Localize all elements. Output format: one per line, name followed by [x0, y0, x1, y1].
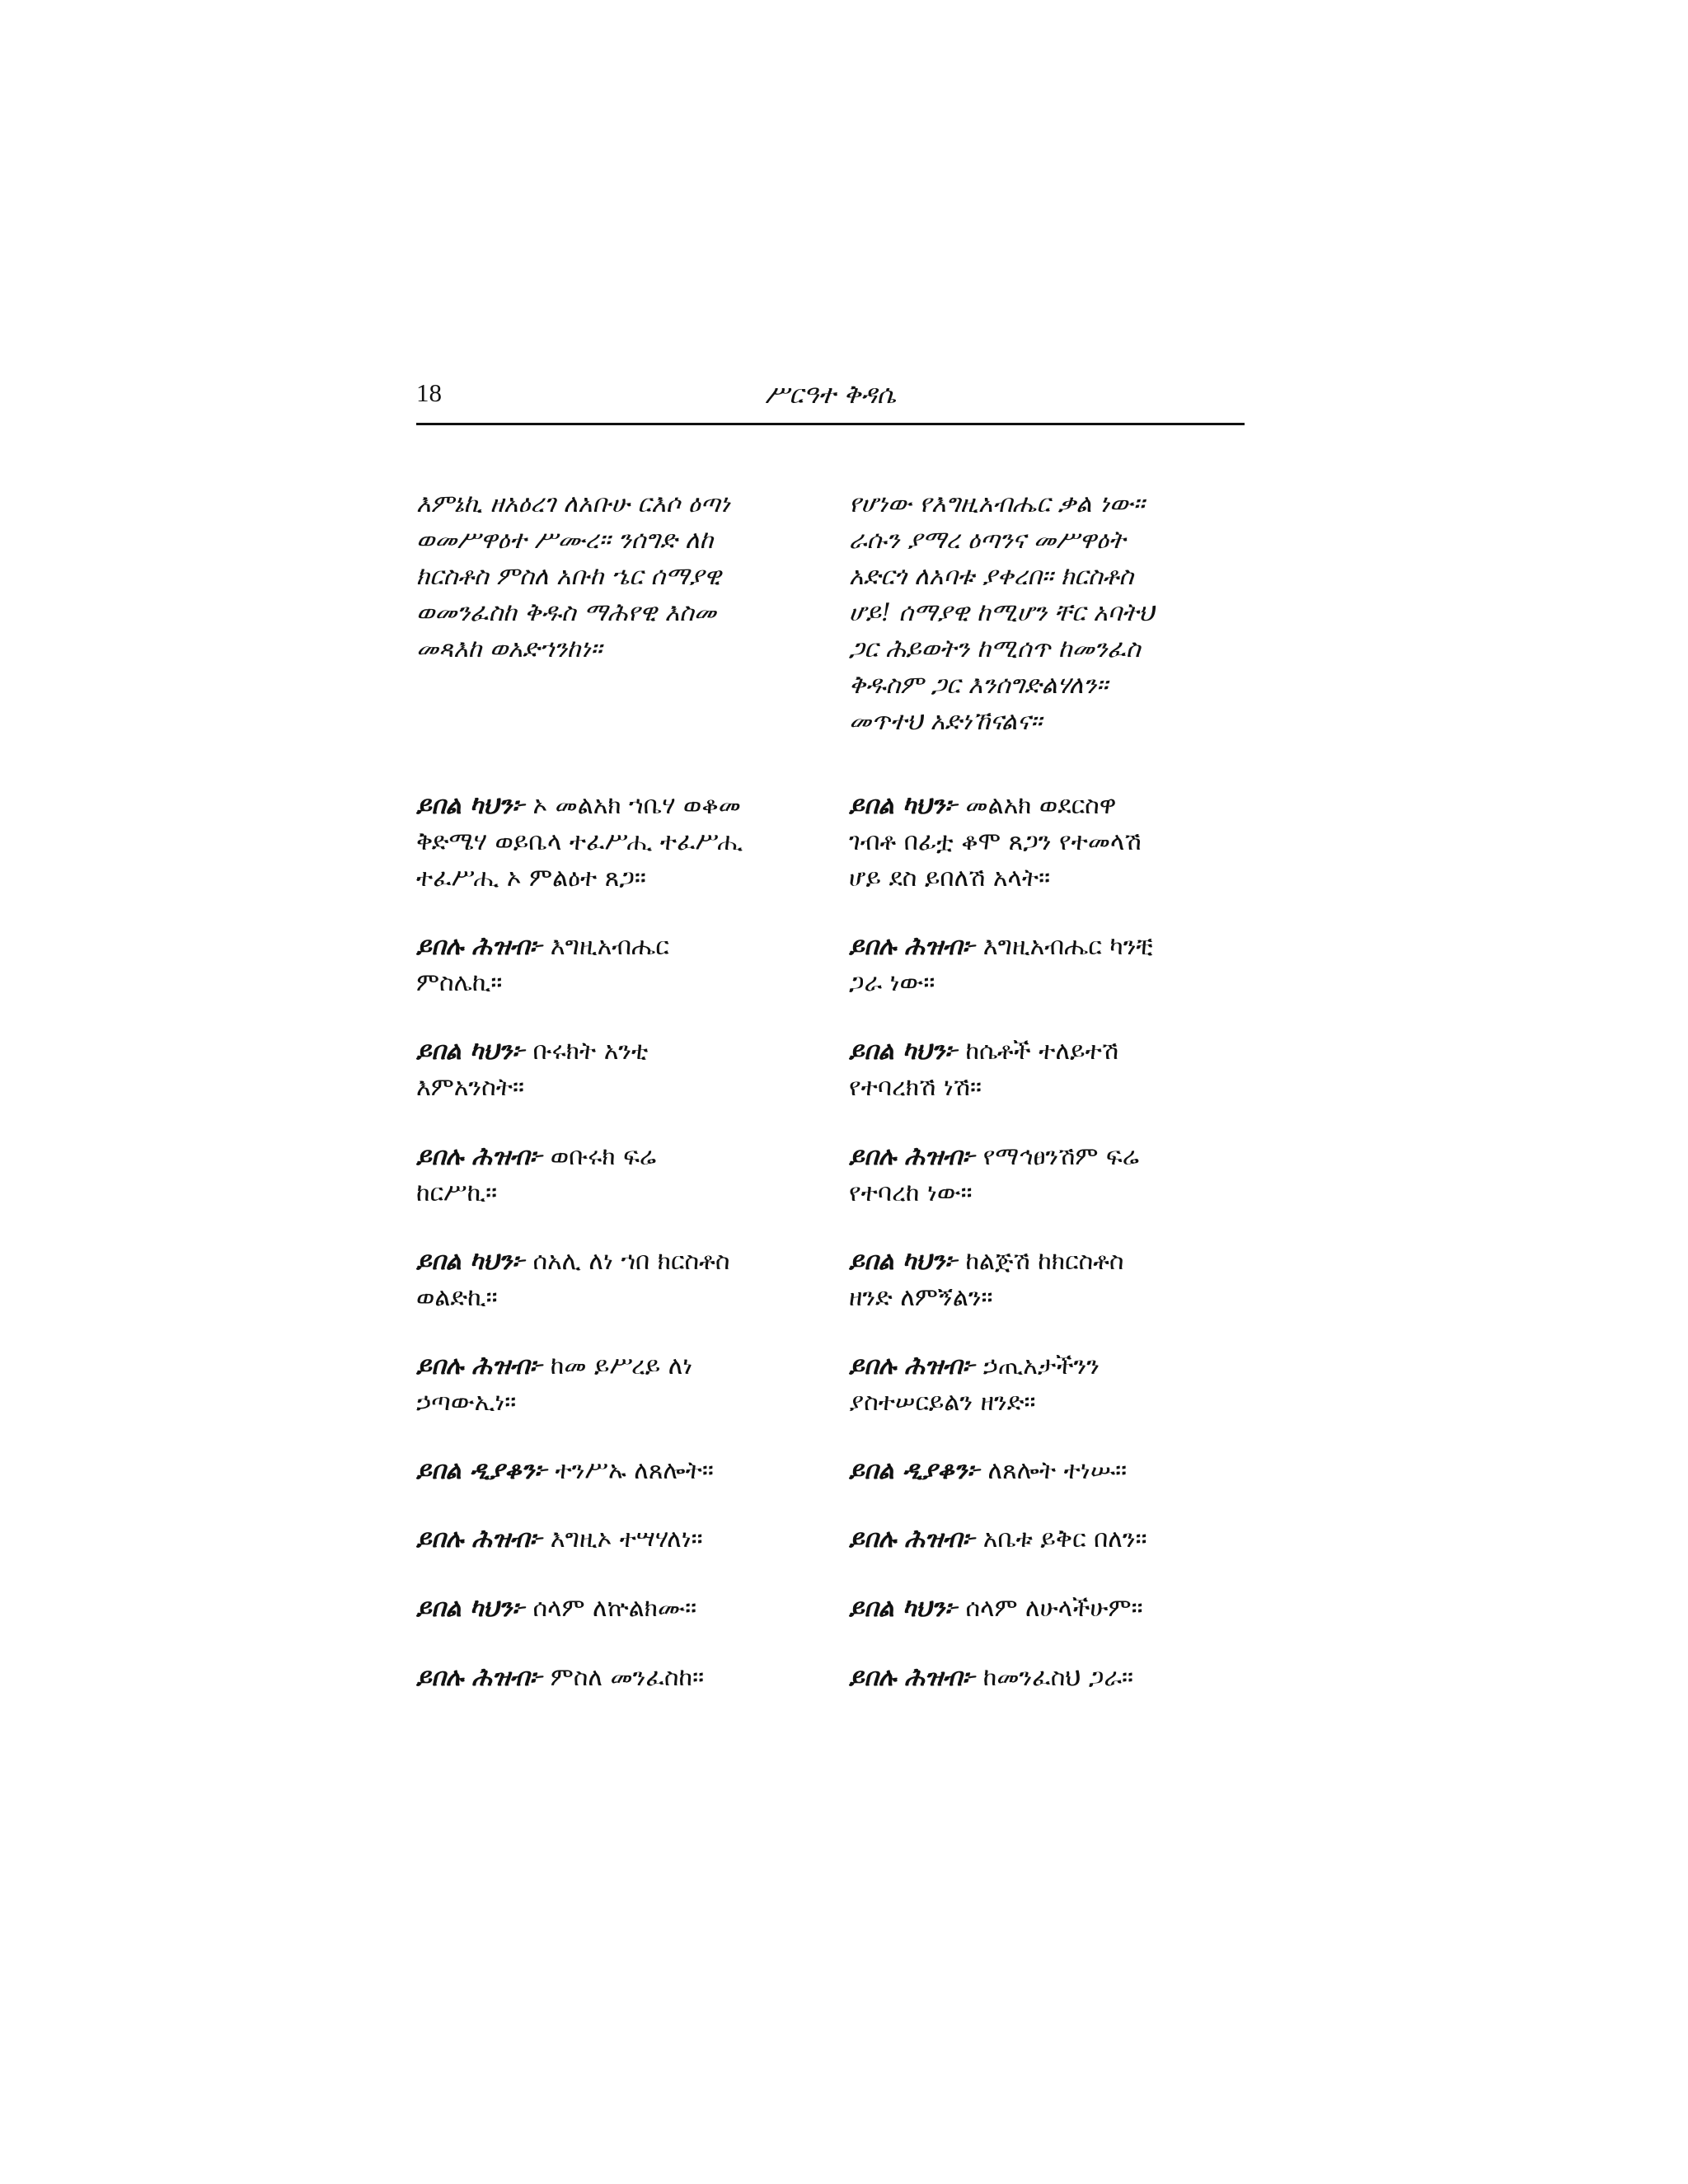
text-line: ራሱን ያማረ ዕጣንና መሥዋዕት: [849, 526, 1126, 555]
speaker-label: ይበል ካህን፦: [849, 1247, 958, 1276]
geez-column: [416, 1244, 812, 1316]
text-line: ተፈሥሒ ኦ ምልዕተ ጸጋ።: [416, 864, 646, 893]
speaker-label: ይበሉ ሕዝብ፦: [849, 1663, 976, 1692]
text-line: የሆነው የእግዚአብሔር ቃል ነው።: [849, 490, 1145, 518]
text-line: ወመንፈስከ ቅዱስ ማሕየዊ እስመ: [416, 598, 716, 627]
verse-text: ሰላም ለሁላችሁም።: [957, 1594, 1143, 1623]
text-line: ምስሌኪ።: [416, 968, 503, 997]
verse-text: ወቡሩክ ፍሬ: [542, 1142, 657, 1171]
text-line: [416, 1453, 812, 1489]
text-line: [416, 1348, 812, 1385]
speaker-label: ይበሉ ሕዝብ፦: [849, 1352, 976, 1380]
dialogue-block: [416, 1139, 1245, 1212]
geez-column: [416, 486, 812, 740]
text-line: [416, 1591, 812, 1627]
speaker-label: ይበል ካህን፦: [416, 791, 525, 820]
speaker-label: ይበል ዲያቆን፦: [416, 1456, 548, 1485]
text-line: [416, 1139, 812, 1175]
dialogue-block: [416, 1033, 1245, 1106]
speaker-label: ይበል ካህን፦: [416, 1037, 525, 1066]
geez-column: [416, 1521, 812, 1558]
text-line: [416, 1033, 812, 1070]
amharic-column: [849, 788, 1245, 897]
text-line: ኃጣውኢነ።: [416, 1388, 517, 1417]
text-line: [416, 929, 812, 965]
text-line: ወመሥዋዕተ ሥሙረ። ንሰግድ ለከ: [416, 526, 714, 555]
verse-text: እግዚአብሔር ካንቺ: [975, 932, 1153, 961]
text-line: ወልድኪ።: [416, 1283, 498, 1312]
speaker-label: ይበል ካህን፦: [416, 1594, 525, 1623]
text-line: ገብቶ በፊቷ ቆሞ ጸጋን የተመላሽ: [849, 827, 1142, 856]
verse-text: ሰአሊ ለነ ኀበ ክርስቶስ: [524, 1247, 730, 1276]
dialogue-block: [416, 1521, 1245, 1558]
verse-text: እግዚአብሔር: [542, 932, 669, 961]
running-title: ሥርዓተ ቅዳሴ: [765, 380, 896, 410]
amharic-column: [849, 1453, 1245, 1489]
text-line: [416, 1244, 812, 1280]
text-line: ጋር ሕይወትን ከሚሰጥ ከመንፈስ: [849, 635, 1141, 663]
verse-text: ለጸሎት ተነሡ።: [980, 1456, 1128, 1485]
verse-text: ሰላም ለኵልክሙ።: [524, 1594, 697, 1623]
verse-text: መልአክ ወደርስዋ: [957, 791, 1117, 820]
amharic-column: [849, 1660, 1245, 1696]
amharic-column: [849, 929, 1245, 1001]
text-line: ክርስቶስ ምስለ አቡከ ኄር ሰማያዊ: [416, 562, 721, 591]
verse-text: ኃጢአታችንን: [975, 1352, 1100, 1380]
verse-text: ከመ ይሥረይ ለነ: [542, 1352, 693, 1380]
speaker-label: ይበሉ ሕዝብ፦: [416, 1663, 543, 1692]
verse-text: ከልጅሽ ከክርስቶስ: [957, 1247, 1124, 1276]
dialogue-block: [416, 1591, 1245, 1627]
dialogue-block: [416, 1244, 1245, 1316]
amharic-column: [849, 1139, 1245, 1212]
text-line: [849, 1033, 1245, 1070]
text-line: [849, 1591, 1245, 1627]
text-line: የተባረክሽ ነሽ።: [849, 1073, 982, 1102]
amharic-column: [849, 486, 1245, 740]
speaker-label: ይበሉ ሕዝብ፦: [416, 932, 543, 961]
speaker-label: ይበል ካህን፦: [416, 1247, 525, 1276]
text-line: [416, 1521, 812, 1558]
text-line: መጥተህ አድነኸናልና።: [849, 707, 1043, 736]
speaker-label: ይበሉ ሕዝብ፦: [849, 1525, 976, 1554]
speaker-label: ይበል ካህን፦: [849, 1037, 958, 1066]
dialogue-block: [416, 1348, 1245, 1421]
two-column-text: [416, 486, 1245, 1696]
text-line: [849, 1521, 1245, 1558]
text-line: ያስተሠርይልን ዘንድ።: [849, 1388, 1036, 1417]
text-line: ከርሥኪ።: [416, 1179, 498, 1207]
text-line: [849, 1660, 1245, 1696]
speaker-label: ይበል ዲያቆን፦: [849, 1456, 981, 1485]
text-line: [849, 1348, 1245, 1385]
text-line: [849, 929, 1245, 965]
text-line: [416, 1660, 812, 1696]
geez-column: [416, 788, 812, 897]
text-line: ዘንድ ለምኝልን።: [849, 1283, 993, 1312]
text-line: ሆይ! ሰማያዊ ከሚሆን ቸር አባትህ: [849, 598, 1155, 627]
page-number: 18: [416, 378, 442, 407]
geez-column: [416, 1591, 812, 1627]
speaker-label: ይበሉ ሕዝብ፦: [416, 1352, 543, 1380]
text-line: [849, 1453, 1245, 1489]
text-line: [849, 1244, 1245, 1280]
verse-text: ከመንፈስህ ጋራ።: [975, 1663, 1133, 1692]
geez-column: [416, 1033, 812, 1106]
amharic-column: [849, 1244, 1245, 1316]
dialogue-block: [416, 788, 1245, 897]
verse-text: ምስለ መንፈስከ።: [542, 1663, 705, 1692]
text-line: ቅዱስም ጋር እንሰግድልሃለን።: [849, 671, 1109, 700]
speaker-label: ይበሉ ሕዝብ፦: [416, 1525, 543, 1554]
speaker-label: ይበሉ ሕዝብ፦: [849, 1142, 976, 1171]
geez-column: [416, 1660, 812, 1696]
amharic-column: [849, 1521, 1245, 1558]
dialogue-block: [416, 929, 1245, 1001]
text-line: አድርጎ ለአባቱ ያቀረበ። ክርስቶስ: [849, 562, 1134, 591]
text-line: ጋራ ነው።: [849, 968, 935, 997]
verse-text: እግዚኦ ተሣሃለነ።: [542, 1525, 703, 1554]
intro-paragraph: [416, 486, 1245, 740]
dialogue-block: [416, 1453, 1245, 1489]
text-line: መጻእከ ወአድኀንከነ።: [416, 635, 603, 663]
geez-column: [416, 929, 812, 1001]
verse-text: ቡሩክት አንቲ: [524, 1037, 649, 1066]
verse-text: ኦ መልአክ ኀቤሃ ወቆመ: [524, 791, 741, 820]
text-line: እምአንስት።: [416, 1073, 524, 1102]
verse-text: ተንሥኡ ለጸሎት።: [547, 1456, 714, 1485]
text-line: [416, 788, 812, 824]
speaker-label: ይበል ካህን፦: [849, 1594, 958, 1623]
amharic-column: [849, 1348, 1245, 1421]
geez-column: [416, 1453, 812, 1489]
dialogue-block: [416, 1660, 1245, 1696]
speaker-label: ይበሉ ሕዝብ፦: [416, 1142, 543, 1171]
speaker-label: ይበሉ ሕዝብ፦: [849, 932, 976, 961]
verse-text: የማኅፀንሽም ፍሬ: [975, 1142, 1139, 1171]
verse-text: አቤቱ ይቅር በለን።: [975, 1525, 1147, 1554]
text-line: [849, 788, 1245, 824]
page-header: [416, 375, 1245, 425]
geez-column: [416, 1139, 812, 1212]
speaker-label: ይበል ካህን፦: [849, 791, 958, 820]
amharic-column: [849, 1591, 1245, 1627]
text-line: ሆይ ደስ ይበለሽ አላት።: [849, 864, 1051, 893]
text-line: የተባረከ ነው።: [849, 1179, 973, 1207]
verse-text: ከሴቶች ተለይተሽ: [957, 1037, 1119, 1066]
text-line: [849, 1139, 1245, 1175]
text-line: ቅድሜሃ ወይቤላ ተፈሥሒ ተፈሥሒ: [416, 827, 743, 856]
geez-column: [416, 1348, 812, 1421]
amharic-column: [849, 1033, 1245, 1106]
text-line: እምኔኪ ዘአዕረገ ለአቡሁ ርእሶ ዕጣነ: [416, 490, 730, 518]
